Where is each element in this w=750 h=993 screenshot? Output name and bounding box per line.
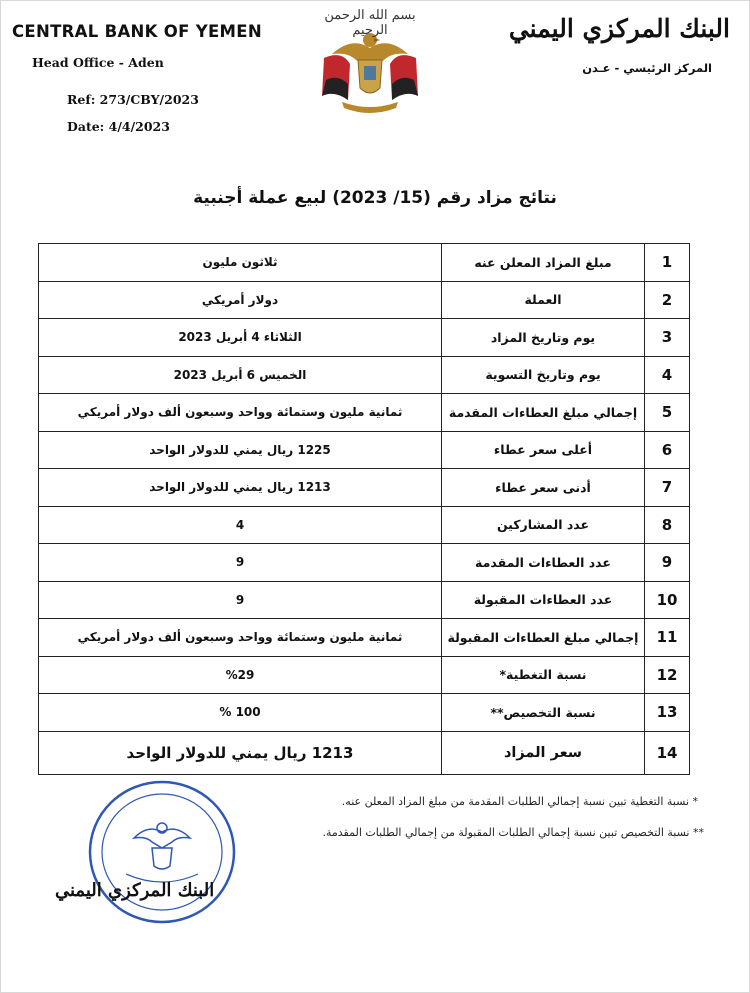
row-number: 1 xyxy=(645,244,690,282)
official-stamp xyxy=(86,778,238,926)
office-en: Head Office - Aden xyxy=(32,55,164,70)
row-label: أدنى سعر عطاء xyxy=(442,469,645,507)
row-label: إجمالي مبلغ العطاءات المقبولة xyxy=(442,619,645,657)
office-ar: المركز الرئيسي - عـدن xyxy=(582,61,712,75)
table-row xyxy=(39,356,690,394)
signature-bank-name: البنك المركزي اليمني xyxy=(55,880,215,901)
row-value: %29 xyxy=(39,656,442,694)
footnote-allocation: ** نسبة التخصيص تبين نسبة إجمالي الطلبات المقبولة من إجمالي الطلبات المقدمة. xyxy=(322,826,704,839)
row-number: 7 xyxy=(645,469,690,507)
table-row xyxy=(39,656,690,694)
row-label: عدد العطاءات المقدمة xyxy=(442,544,645,582)
stamp-seal-icon xyxy=(86,778,238,926)
row-number: 14 xyxy=(645,731,690,774)
table-row xyxy=(39,394,690,432)
row-number: 10 xyxy=(645,581,690,619)
table-row xyxy=(39,319,690,357)
row-value: الثلاثاء 4 أبريل 2023 xyxy=(39,319,442,357)
bank-name-en: CENTRAL BANK OF YEMEN xyxy=(12,22,262,41)
row-number: 11 xyxy=(645,619,690,657)
row-number: 2 xyxy=(645,281,690,319)
row-number: 8 xyxy=(645,506,690,544)
table-row xyxy=(39,431,690,469)
auction-results-table xyxy=(38,243,690,775)
table-row xyxy=(39,694,690,732)
header-english xyxy=(12,22,272,70)
row-value: 9 xyxy=(39,544,442,582)
row-label: نسبة التغطية* xyxy=(442,656,645,694)
row-number: 6 xyxy=(645,431,690,469)
table-row xyxy=(39,619,690,657)
row-value: 4 xyxy=(39,506,442,544)
row-number: 12 xyxy=(645,656,690,694)
table-row xyxy=(39,544,690,582)
row-value: 1213 ريال يمني للدولار الواحد xyxy=(39,731,442,774)
row-value: ثمانية مليون وستمائة وواحد وسبعون ألف دولار أمريكي xyxy=(39,619,442,657)
basmala: بسم الله الرحمن الرحيم xyxy=(324,8,416,38)
row-value: 1225 ريال يمني للدولار الواحد xyxy=(39,431,442,469)
row-label: العملة xyxy=(442,281,645,319)
table-row xyxy=(39,581,690,619)
row-label: سعر المزاد xyxy=(442,731,645,774)
row-value: 9 xyxy=(39,581,442,619)
row-value: الخميس 6 أبريل 2023 xyxy=(39,356,442,394)
document-date: Date: 4/4/2023 xyxy=(67,119,170,134)
table-row xyxy=(39,281,690,319)
table-row xyxy=(39,506,690,544)
document-title: نتائج مزاد رقم (15/ 2023) لبيع عملة أجنبية xyxy=(193,188,557,208)
row-label: نسبة التخصيص** xyxy=(442,694,645,732)
row-number: 5 xyxy=(645,394,690,432)
row-label: عدد المشاركين xyxy=(442,506,645,544)
row-label: إجمالي مبلغ العطاءات المقدمة xyxy=(442,394,645,432)
row-value: دولار أمريكي xyxy=(39,281,442,319)
row-label: مبلغ المزاد المعلن عنه xyxy=(442,244,645,282)
header-arabic xyxy=(500,14,730,75)
reference-number: Ref: 273/CBY/2023 xyxy=(67,92,199,107)
bank-name-ar: البنك المركزي اليمني xyxy=(508,14,730,43)
table-row xyxy=(39,244,690,282)
row-number: 4 xyxy=(645,356,690,394)
table-row xyxy=(39,731,690,774)
table-row xyxy=(39,469,690,507)
row-value: ثلاثون مليون xyxy=(39,244,442,282)
row-label: يوم وتاريخ المزاد xyxy=(442,319,645,357)
row-number: 9 xyxy=(645,544,690,582)
row-label: أعلى سعر عطاء xyxy=(442,431,645,469)
row-label: عدد العطاءات المقبولة xyxy=(442,581,645,619)
row-label: يوم وتاريخ التسوية xyxy=(442,356,645,394)
row-number: 13 xyxy=(645,694,690,732)
row-value: ثمانية مليون وستمائة وواحد وسبعون ألف دولار أمريكي xyxy=(39,394,442,432)
footnote-coverage: * نسبة التغطية تبين نسبة إجمالي الطلبات المقدمة من مبلغ المزاد المعلن عنه. xyxy=(341,795,698,808)
row-value: 100 % xyxy=(39,694,442,732)
yemen-emblem xyxy=(312,8,428,120)
row-number: 3 xyxy=(645,319,690,357)
row-value: 1213 ريال يمني للدولار الواحد xyxy=(39,469,442,507)
